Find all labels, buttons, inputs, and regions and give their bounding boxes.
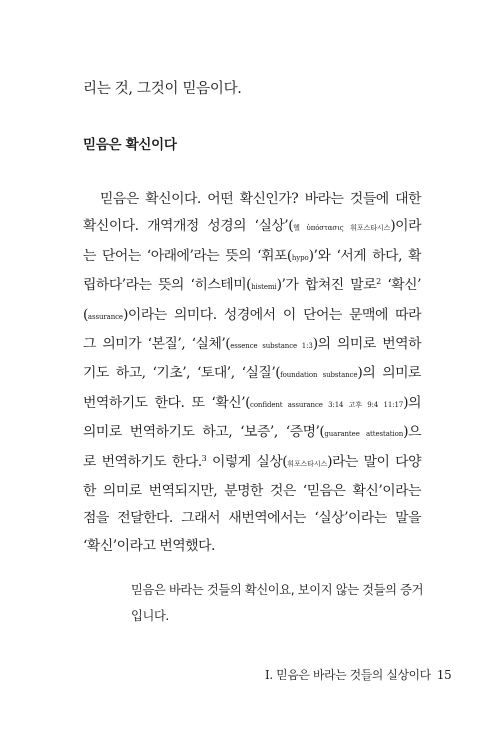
body-text: )’와 ‘서게 하다, 확	[308, 247, 421, 264]
body-line	[83, 243, 421, 272]
body-text: 립하다’라는 뜻의 ‘히스테미(	[83, 277, 252, 294]
body-line	[83, 505, 421, 532]
body-text: (	[83, 306, 88, 323]
body-text: 번역하기도 한다. 또 ‘확신’(	[83, 394, 250, 411]
inline-gloss: assurance	[87, 312, 123, 321]
inline-gloss: histemi	[251, 283, 277, 292]
body-line	[83, 186, 421, 213]
inline-gloss: confident assurance 3:14 고후 9:4 11:17	[250, 400, 404, 409]
body-line	[83, 390, 421, 419]
body-line	[83, 419, 421, 448]
body-line	[83, 533, 421, 560]
page-footer	[265, 666, 451, 683]
body-line	[83, 449, 421, 478]
body-text: ‘확신’	[380, 277, 421, 294]
footer-chapter-title: I. 믿음은 바라는 것들의 실상이다	[265, 668, 431, 682]
body-line	[83, 360, 421, 389]
body-text: )의 의미로 번역하	[312, 336, 421, 353]
section-heading: 믿음은 확신이다	[83, 137, 177, 153]
inline-gloss: 휘포스타시스	[287, 459, 328, 468]
body-line	[83, 302, 421, 331]
body-text: 기도 하고, ‘기초’, ‘토대’, ‘실질’(	[83, 365, 281, 382]
body-text: 는 단어는 ‘아래에’라는 뜻의 ‘휘포(	[83, 247, 292, 264]
inline-gloss: 헬 ὑπόστασις 휘포스타시스	[293, 224, 391, 233]
page-number: 15	[436, 668, 452, 682]
body-text: 믿음은 확신이다. 어떤 확신인가? 바라는 것들에 대한	[100, 191, 421, 207]
inline-gloss: hypo	[291, 253, 309, 262]
body-paragraph	[83, 186, 421, 560]
footnote-marker: 3	[201, 453, 207, 463]
body-text: )의	[403, 394, 421, 411]
body-line	[83, 213, 421, 242]
inline-gloss: foundation substance	[280, 371, 358, 380]
body-text: )의 의미로	[357, 365, 421, 382]
body-text: )’가 합쳐진 말로	[276, 277, 377, 294]
body-line	[83, 478, 421, 505]
footnote-marker: 2	[376, 277, 381, 287]
body-text: )으	[403, 424, 421, 441]
body-text: 점을 전달한다. 그래서 새번역에서는 ‘실상’이라는 말을	[83, 510, 421, 527]
body-text: 의미로 번역하기도 하고, ‘보증’, ‘증명’(	[83, 424, 325, 441]
body-text: ‘확신’이라고 번역했다.	[83, 537, 215, 554]
quote-line: 믿음은 바라는 것들의 확신이요, 보이지 않는 것들의 증거	[131, 583, 424, 597]
body-text: 그 의미가 ‘본질’, ‘실체’(	[83, 336, 231, 353]
body-text: 로 번역하기도 한다.	[83, 453, 202, 470]
body-line	[83, 272, 421, 301]
inline-gloss: essence substance 1:3	[230, 342, 313, 351]
body-text: 확신이다. 개역개정 성경의 ‘실상’(	[83, 218, 294, 235]
body-line	[83, 331, 421, 360]
body-text: )이라는 의미다. 성경에서 이 단어는 문맥에 따라	[122, 306, 421, 323]
continuation-line: 리는 것, 그것이 믿음이다.	[83, 81, 242, 97]
body-text: )이라	[390, 218, 421, 235]
quote-line: 입니다.	[131, 609, 169, 623]
scripture-quote	[131, 577, 426, 629]
body-text: 이렇게 실상(	[206, 453, 288, 470]
body-text: 한 의미로 번역되지만, 분명한 것은 ‘믿음은 확신’이라는	[83, 483, 421, 500]
inline-gloss: guarantee attestation	[324, 430, 404, 439]
body-text: )라는 말이 다양	[327, 453, 422, 470]
